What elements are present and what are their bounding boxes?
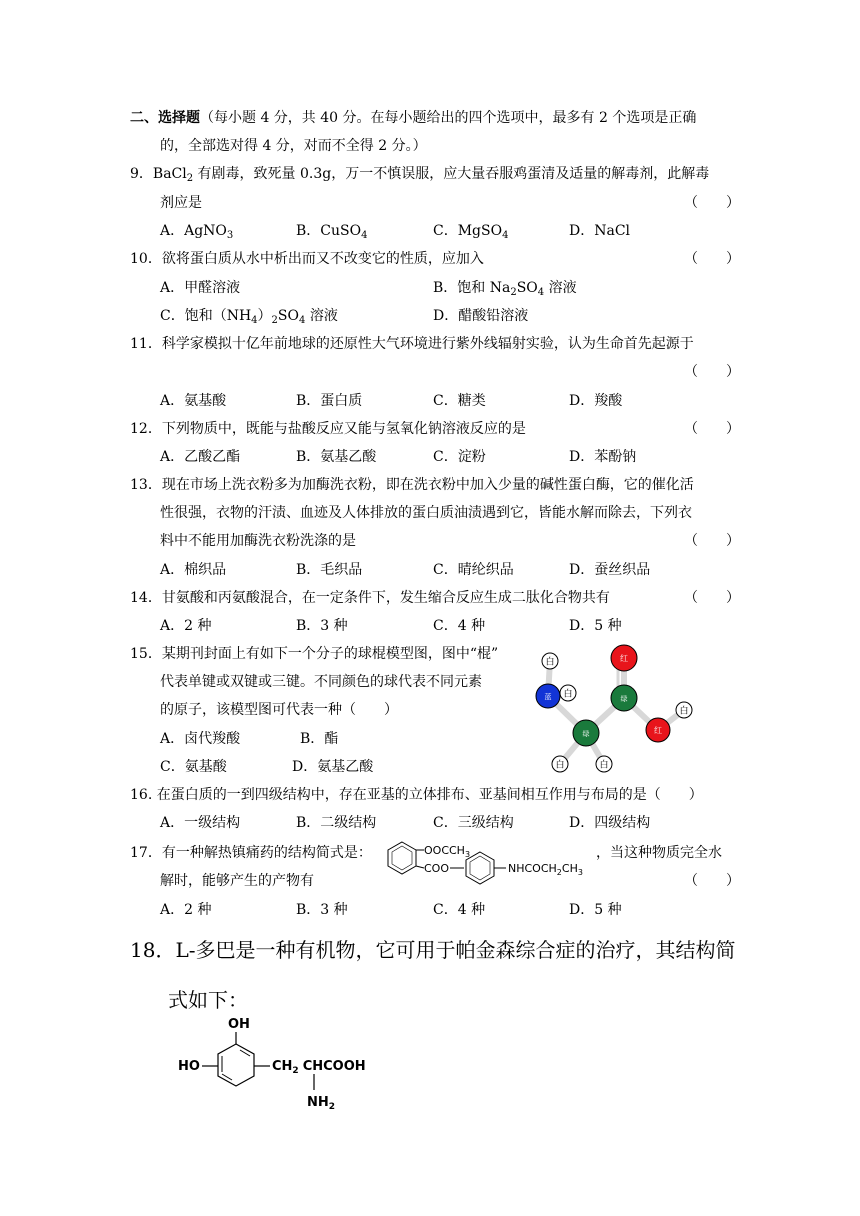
q12-option-c: C．淀粉 bbox=[433, 449, 486, 465]
q11-answer-blank: （ ） bbox=[684, 364, 740, 380]
q9-option-a: A．AgNO$_3$ bbox=[160, 223, 234, 241]
q18-stem-line2: 式如下： bbox=[168, 988, 248, 1012]
q15-option-a: A．卤代羧酸 bbox=[160, 731, 241, 747]
q10-option-d: D．醋酸铅溶液 bbox=[433, 308, 529, 324]
q13-answer-blank: （ ） bbox=[684, 533, 740, 549]
q9-stem-line2: 剂应是 bbox=[160, 195, 202, 211]
q13-stem-line1: 13．现在市场上洗衣粉多为加酶洗衣粉，即在洗衣粉中加入少量的碱性蛋白酶，它的催化活 bbox=[130, 477, 694, 493]
q10-option-b: B．饱和 $Na_2SO_4$ 溶液 bbox=[433, 280, 577, 298]
q16-option-c: C．三级结构 bbox=[433, 815, 514, 831]
q12-answer-blank: （ ） bbox=[684, 421, 740, 437]
ball-and-stick-model bbox=[530, 638, 710, 778]
svg-text:绿: 绿 bbox=[620, 695, 628, 703]
l-dopa-structure bbox=[170, 1010, 390, 1120]
q14-option-a: A．2 种 bbox=[160, 618, 212, 634]
section-title: 二、选择题 bbox=[130, 110, 200, 126]
q17-stem-line2: 解时，能够产生的产物有 bbox=[160, 873, 314, 889]
q12-stem: 12．下列物质中，既能与盐酸反应又能与氢氧化钠溶液反应的是 bbox=[130, 421, 526, 437]
q14-option-c: C．4 种 bbox=[433, 618, 486, 634]
q15-stem-line1: 15．某期刊封面上有如下一个分子的球棍模型图，图中“棍” bbox=[130, 646, 499, 662]
q17-stem-line1-post: ，当这种物质完全水 bbox=[596, 845, 722, 861]
svg-text:绿: 绿 bbox=[582, 730, 590, 738]
q11-option-c: C．糖类 bbox=[433, 393, 486, 409]
q12-option-d: D．苯酚钠 bbox=[569, 449, 637, 465]
section-note-line2: 的，全部选对得 4 分，对而不全得 2 分。） bbox=[160, 138, 427, 154]
q17-stem-line1-pre: 17．有一种解热镇痛药的结构简式是： bbox=[130, 845, 372, 861]
q15-option-c: C．氨基酸 bbox=[160, 759, 227, 775]
q17-option-b: B．3 种 bbox=[296, 902, 348, 918]
section-heading bbox=[130, 108, 696, 128]
q12-option-b: B．氨基乙酸 bbox=[296, 449, 377, 465]
svg-text:OH: OH bbox=[228, 1017, 250, 1032]
section-note: （每小题 4 分，共 40 分。在每小题给出的四个选项中，最多有 2 个选项是正确 bbox=[200, 110, 697, 126]
q9-option-c: C．MgSO$_4$ bbox=[433, 223, 509, 241]
q14-stem: 14．甘氨酸和丙氨酸混合，在一定条件下，发生缩合反应生成二肽化合物共有 bbox=[130, 590, 610, 606]
q12-option-a: A．乙酸乙酯 bbox=[160, 449, 241, 465]
svg-text:NH2: $NH_2$ bbox=[307, 1095, 336, 1112]
q13-option-a: A．棉织品 bbox=[160, 562, 227, 578]
q16-stem: 16. 在蛋白质的一到四级结构中，存在亚基的立体排布、亚基间相互作用与布局的是（ ） bbox=[130, 787, 703, 803]
svg-text:OOCCH3: $OOCCH_3$ bbox=[424, 844, 471, 859]
q16-option-a: A．一级结构 bbox=[160, 815, 241, 831]
q10-answer-blank: （ ） bbox=[684, 251, 740, 267]
svg-text:红: 红 bbox=[620, 654, 628, 663]
svg-text:NHCOCH2CH3: $NHCOCH_2CH_3$ bbox=[508, 862, 583, 877]
svg-text:红: 红 bbox=[654, 726, 662, 735]
svg-text:白: 白 bbox=[563, 689, 573, 700]
q16-option-b: B．二级结构 bbox=[296, 815, 377, 831]
q13-option-c: C．晴纶织品 bbox=[433, 562, 514, 578]
q9-stem-line1: 9．BaCl$_2$ 有剧毒，致死量 0.3g，万一不慎误服，应大量吞服鸡蛋清及适量的解毒剂，此解毒 bbox=[130, 166, 710, 184]
svg-text:白: 白 bbox=[555, 760, 565, 771]
q15-stem-line3: 的原子，该模型图可代表一种（ ） bbox=[160, 702, 398, 718]
q14-option-d: D．5 种 bbox=[569, 618, 622, 634]
q11-stem: 11．科学家模拟十亿年前地球的还原性大气环境进行紫外线辐射实验，认为生命首先起源于 bbox=[130, 336, 694, 352]
svg-text:蓝: 蓝 bbox=[544, 693, 552, 701]
svg-text:白: 白 bbox=[679, 706, 689, 717]
q15-option-d: D．氨基乙酸 bbox=[292, 759, 374, 775]
q9-option-d: D．NaCl bbox=[569, 223, 631, 239]
q15-stem-line2: 代表单键或双键或三键。不同颜色的球代表不同元素 bbox=[160, 674, 482, 690]
q13-option-b: B．毛织品 bbox=[296, 562, 363, 578]
q16-option-d: D．四级结构 bbox=[569, 815, 651, 831]
svg-text:COO: COO bbox=[424, 862, 449, 875]
q11-option-d: D．羧酸 bbox=[569, 393, 623, 409]
q17-option-d: D．5 种 bbox=[569, 902, 622, 918]
q18-stem-line1: 18．L-多巴是一种有机物，它可用于帕金森综合症的治疗，其结构简 bbox=[130, 938, 736, 962]
q13-option-d: D．蚕丝织品 bbox=[569, 562, 651, 578]
q14-answer-blank: （ ） bbox=[684, 590, 740, 606]
svg-text:白: 白 bbox=[599, 760, 609, 771]
q11-option-b: B．蛋白质 bbox=[296, 393, 363, 409]
q14-option-b: B．3 种 bbox=[296, 618, 348, 634]
svg-text:HO: HO bbox=[178, 1059, 200, 1074]
q10-option-c: C．饱和$(NH_4)_2SO_4$ 溶液 bbox=[160, 308, 338, 326]
q13-stem-line3: 料中不能用加酶洗衣粉洗涤的是 bbox=[160, 533, 356, 549]
q17-answer-blank: （ ） bbox=[684, 873, 740, 889]
q17-option-c: C．4 种 bbox=[433, 902, 486, 918]
q13-stem-line2: 性很强，衣物的汗渍、血迹及人体排放的蛋白质油渍遇到它，皆能水解而除去，下列衣 bbox=[160, 505, 692, 521]
q15-option-b: B．酯 bbox=[300, 731, 339, 747]
q11-option-a: A．氨基酸 bbox=[160, 393, 227, 409]
q10-stem: 10．欲将蛋白质从水中析出而又不改变它的性质，应加入 bbox=[130, 251, 484, 267]
svg-text:CH2CHCOOH: $CH_2$ CHCOOH bbox=[272, 1059, 366, 1076]
q17-structure bbox=[380, 836, 594, 888]
q10-option-a: A．甲醛溶液 bbox=[160, 280, 241, 296]
q17-option-a: A．2 种 bbox=[160, 902, 212, 918]
svg-text:白: 白 bbox=[545, 657, 555, 668]
q9-option-b: B．CuSO$_4$ bbox=[296, 223, 368, 241]
q9-answer-blank: （ ） bbox=[684, 195, 740, 211]
